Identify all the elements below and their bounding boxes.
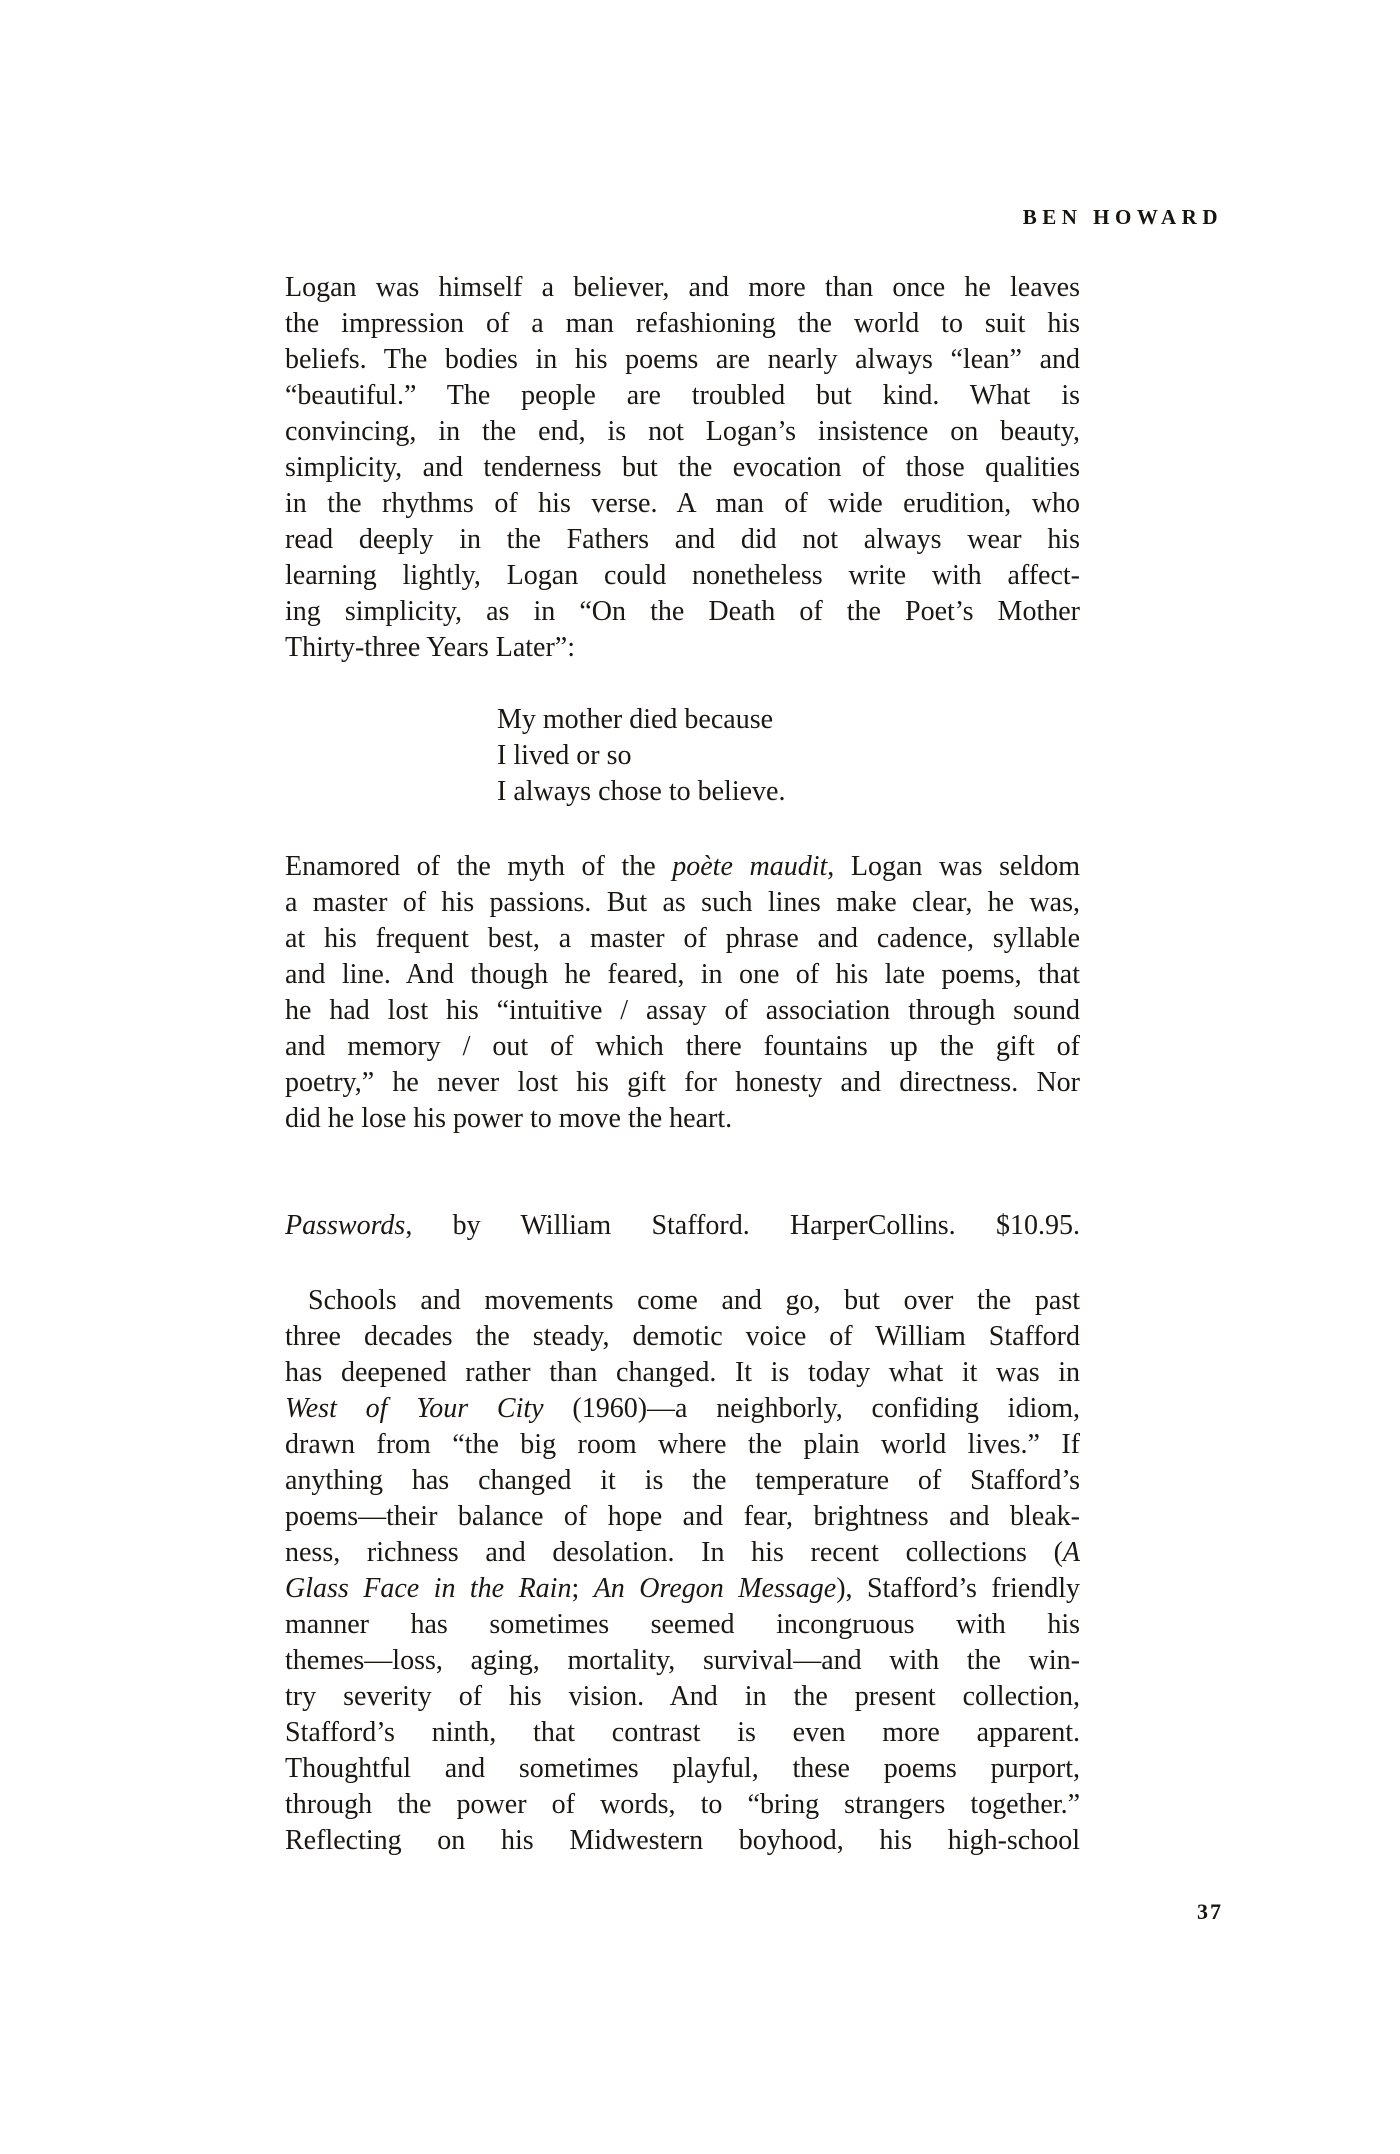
text-line: and line. And though he feared, in one of his late poems, that xyxy=(285,959,1080,990)
text-line: ness, richness and desolation. In his recent collections (A xyxy=(285,1537,1080,1568)
text-line: Passwords, by William Stafford. HarperCollins. $10.95. xyxy=(285,1210,1080,1241)
text-line: in the rhythms of his verse. A man of wide erudition, who xyxy=(285,488,1080,519)
text-line: I lived or so xyxy=(497,740,632,771)
paragraph-logan-review xyxy=(285,270,1080,666)
text-line: three decades the steady, demotic voice of William Stafford xyxy=(285,1321,1080,1352)
review-citation xyxy=(285,1208,1080,1244)
text-line: Stafford’s ninth, that contrast is even more apparent. xyxy=(285,1717,1080,1748)
text-line: poems—their balance of hope and fear, brightness and bleak- xyxy=(285,1501,1080,1532)
text-line: try severity of his vision. And in the present collection, xyxy=(285,1681,1080,1712)
text-line: themes—loss, aging, mortality, survival—and with the win- xyxy=(285,1645,1080,1676)
text-line: West of Your City (1960)—a neighborly, confiding idiom, xyxy=(285,1393,1080,1424)
text-line: Enamored of the myth of the poète maudit, Logan was seldom xyxy=(285,851,1080,882)
text-line: did he lose his power to move the heart. xyxy=(285,1103,733,1134)
page-number: 37 xyxy=(1197,1899,1223,1924)
text-line: he had lost his “intuitive / assay of association through sound xyxy=(285,995,1080,1026)
text-line: convincing, in the end, is not Logan’s insistence on beauty, xyxy=(285,416,1080,447)
text-line: Glass Face in the Rain; An Oregon Message), Stafford’s friendly xyxy=(285,1573,1080,1604)
running-head-author: BEN HOWARD xyxy=(1022,205,1223,229)
text-line: the impression of a man refashioning the world to suit his xyxy=(285,308,1080,339)
text-line: Thoughtful and sometimes playful, these poems purport, xyxy=(285,1753,1080,1784)
text-line: “beautiful.” The people are troubled but kind. What is xyxy=(285,380,1080,411)
text-line: drawn from “the big room where the plain world lives.” If xyxy=(285,1429,1080,1460)
text-line: through the power of words, to “bring strangers together.” xyxy=(285,1789,1080,1820)
text-line: and memory / out of which there fountains up the gift of xyxy=(285,1031,1080,1062)
text-line: I always chose to believe. xyxy=(497,776,786,807)
text-line: My mother died because xyxy=(497,704,774,735)
text-line: learning lightly, Logan could nonetheless write with affect- xyxy=(285,560,1080,591)
text-line: has deepened rather than changed. It is today what it was in xyxy=(285,1357,1080,1388)
text-line: simplicity, and tenderness but the evocation of those qualities xyxy=(285,452,1080,483)
text-line: Reflecting on his Midwestern boyhood, his high-school xyxy=(285,1825,1080,1856)
text-line: poetry,” he never lost his gift for honesty and directness. Nor xyxy=(285,1067,1080,1098)
text-line: ing simplicity, as in “On the Death of the Poet’s Mother xyxy=(285,596,1080,627)
paragraph-enamored xyxy=(285,849,1080,1137)
text-line: beliefs. The bodies in his poems are nearly always “lean” and xyxy=(285,344,1080,375)
paragraph-stafford xyxy=(285,1283,1080,1859)
text-line: anything has changed it is the temperature of Stafford’s xyxy=(285,1465,1080,1496)
text-line: a master of his passions. But as such lines make clear, he was, xyxy=(285,887,1080,918)
text-line: Schools and movements come and go, but over the past xyxy=(308,1285,1080,1316)
text-line: read deeply in the Fathers and did not always wear his xyxy=(285,524,1080,555)
text-line: at his frequent best, a master of phrase and cadence, syllable xyxy=(285,923,1080,954)
text-line: Logan was himself a believer, and more than once he leaves xyxy=(285,272,1080,303)
poem-blockquote xyxy=(285,702,1080,810)
text-line: manner has sometimes seemed incongruous with his xyxy=(285,1609,1080,1640)
text-line: Thirty-three Years Later”: xyxy=(285,632,575,663)
